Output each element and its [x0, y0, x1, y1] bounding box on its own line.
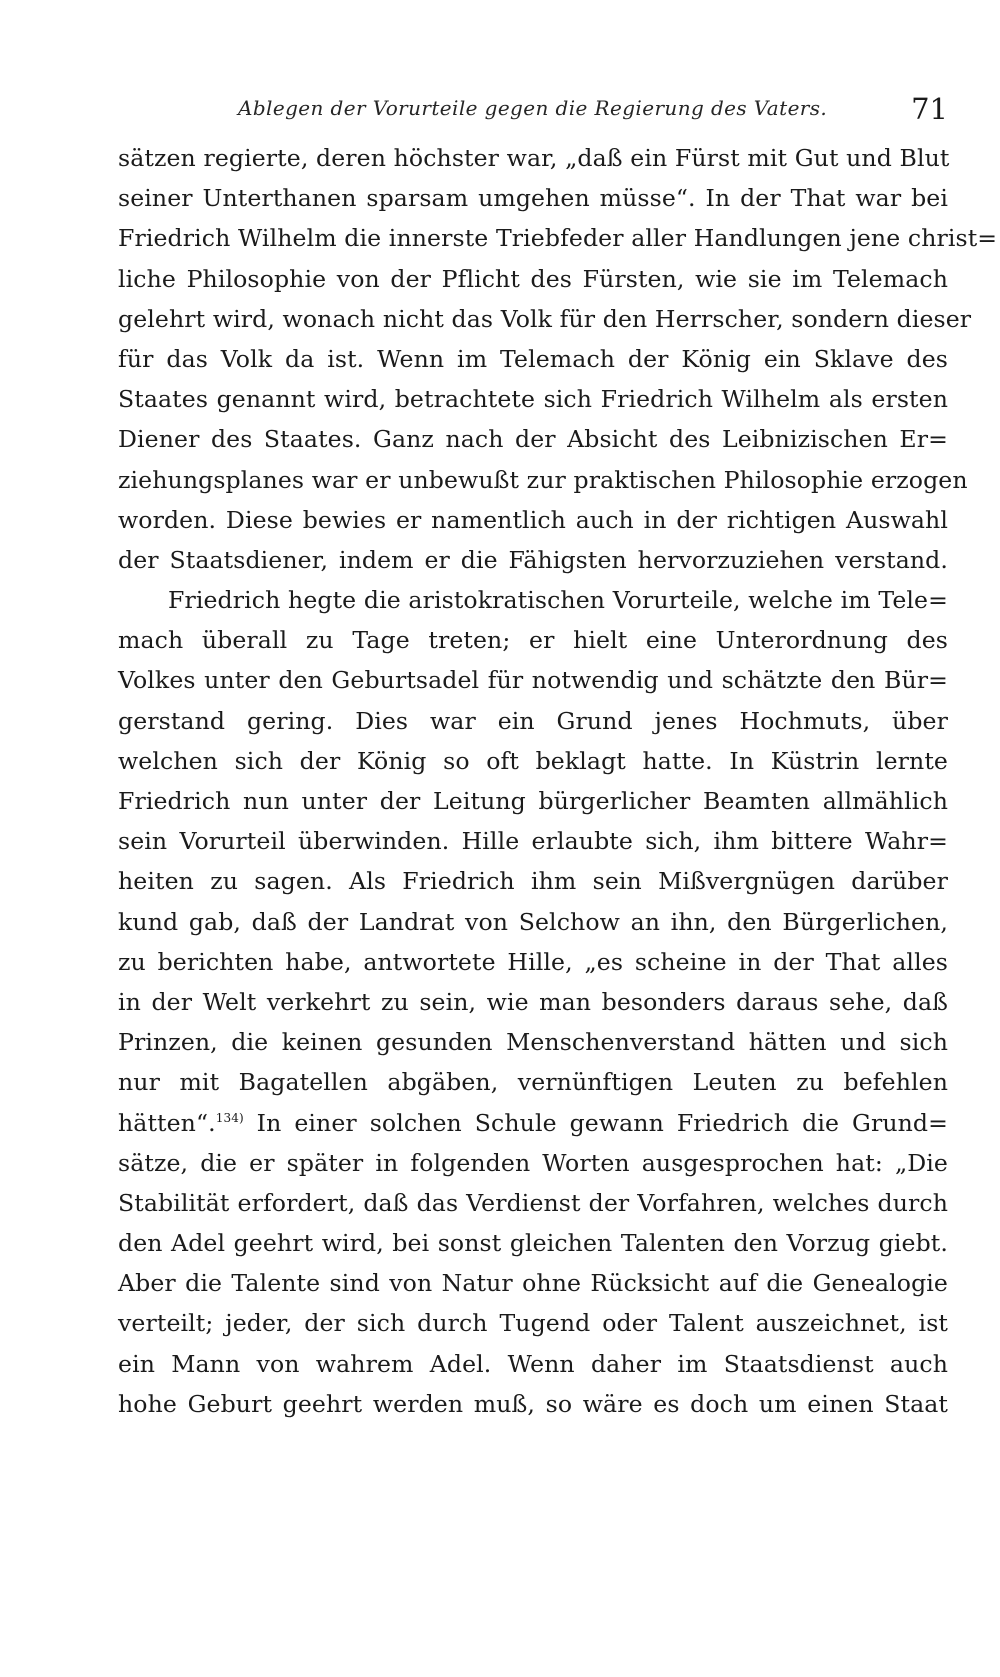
text-line: ziehungsplanes war er unbewußt zur praktischen Philosophie erzogen	[118, 465, 968, 494]
text-line: kund gab, daß der Landrat von Selchow an ihn, den Bürgerlichen,	[118, 907, 948, 936]
text-line: gelehrt wird, wonach nicht das Volk für den Herrscher, sondern dieser	[118, 304, 972, 333]
text-line: hohe Geburt geehrt werden muß, so wäre es doch um einen Staat	[118, 1389, 948, 1418]
text-line: Friedrich Wilhelm die innerste Triebfeder aller Handlungen jene christ=	[118, 224, 998, 253]
text-line: für das Volk da ist. Wenn im Telemach der König ein Sklave des	[118, 344, 948, 373]
text-line: ein Mann von wahrem Adel. Wenn daher im Staatsdienst auch	[118, 1349, 948, 1378]
paragraph-start-line: Friedrich hegte die aristokratischen Vorurteile, welche im Tele=	[168, 586, 948, 615]
page-number: 71	[911, 92, 948, 126]
text-line: in der Welt verkehrt zu sein, wie man besonders daraus sehe, daß	[118, 987, 948, 1016]
text-line: zu berichten habe, antwortete Hille, „es scheine in der That alles	[118, 947, 948, 976]
text-line: worden. Diese bewies er namentlich auch in der richtigen Auswahl	[118, 505, 948, 534]
text-line: gerstand gering. Dies war ein Grund jenes Hochmuts, über	[118, 706, 948, 735]
text-line: heiten zu sagen. Als Friedrich ihm sein Mißvergnügen darüber	[118, 867, 948, 896]
text-line: sätzen regierte, deren höchster war, „daß ein Fürst mit Gut und Blut	[118, 144, 950, 172]
text-line: nur mit Bagatellen abgäben, vernünftigen Leuten zu befehlen	[118, 1068, 948, 1097]
text-fragment: hätten“.	[118, 1108, 216, 1137]
text-line: seiner Unterthanen sparsam umgehen müsse“. In der That war bei	[118, 184, 948, 213]
running-head: Ablegen der Vorurteile gegen die Regierung des Vaters.	[238, 96, 828, 120]
text-line-with-footnote	[118, 1103, 948, 1143]
text-line: Prinzen, die keinen gesunden Menschenverstand hätten und sich	[118, 1028, 948, 1057]
text-line: den Adel geehrt wird, bei sonst gleichen Talenten den Vorzug giebt.	[118, 1229, 948, 1258]
text-line: Volkes unter den Geburtsadel für notwendig und schätzte den Bür=	[118, 666, 948, 695]
text-line: sätze, die er später in folgenden Worten ausgesprochen hat: „Die	[118, 1148, 948, 1177]
footnote-reference: 134)	[215, 1110, 244, 1125]
body-text	[118, 138, 998, 1424]
text-line: der Staatsdiener, indem er die Fähigsten hervorzuziehen verstand.	[118, 545, 948, 574]
text-line: liche Philosophie von der Pflicht des Fürsten, wie sie im Telemach	[118, 264, 948, 293]
text-line: welchen sich der König so oft beklagt hatte. In Küstrin lernte	[118, 746, 948, 775]
text-line: mach überall zu Tage treten; er hielt eine Unterordnung des	[118, 626, 948, 655]
text-line: Aber die Talente sind von Natur ohne Rücksicht auf die Genealogie	[118, 1269, 948, 1298]
text-line: Staates genannt wird, betrachtete sich Friedrich Wilhelm als ersten	[118, 385, 948, 414]
text-line: sein Vorurteil überwinden. Hille erlaubte sich, ihm bittere Wahr=	[118, 827, 948, 856]
text-fragment: In einer solchen Schule gewann Friedrich die Grund=	[243, 1108, 948, 1137]
text-line: verteilt; jeder, der sich durch Tugend oder Talent auszeichnet, ist	[118, 1309, 948, 1338]
text-line: Diener des Staates. Ganz nach der Absicht des Leibnizischen Er=	[118, 425, 948, 454]
text-line: Stabilität erfordert, daß das Verdienst der Vorfahren, welches durch	[118, 1188, 948, 1217]
page-header	[118, 92, 948, 132]
text-line: Friedrich nun unter der Leitung bürgerlicher Beamten allmählich	[118, 787, 948, 815]
